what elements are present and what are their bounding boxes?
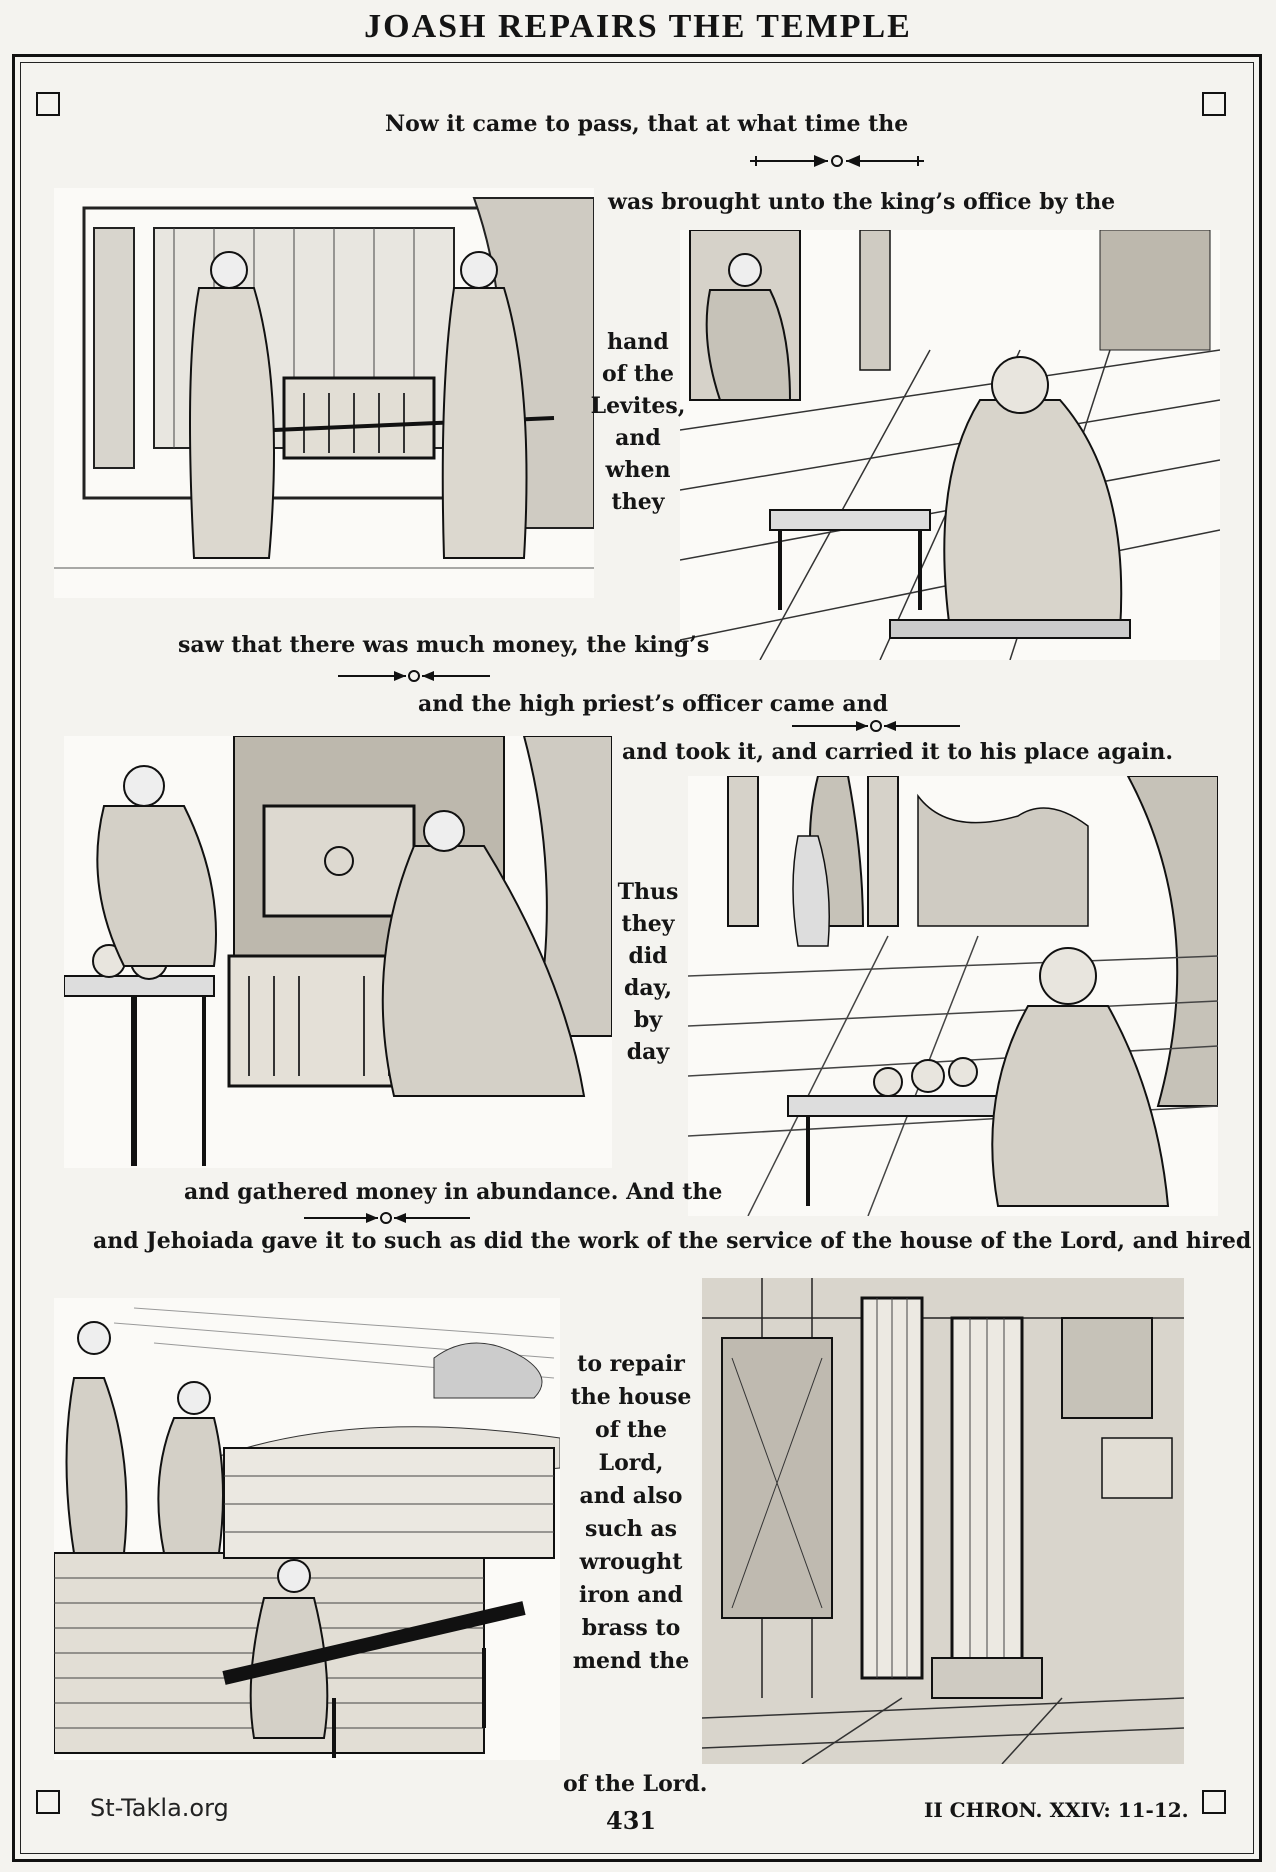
text-column-2-line: they [621,911,675,937]
text-line-6: and gathered money in abundance. And the [184,1179,723,1205]
text-column-3-line: such as [584,1516,678,1542]
watermark-text: St-Takla.org [90,1794,229,1822]
text-line-7: and Jehoiada gave it to such as did the work of the service of the house of the Lord, and hired [93,1228,1252,1254]
text-column-3-line: mend the [572,1648,690,1674]
text-line-5: and took it, and carried it to his place again. [622,739,1174,765]
text-column-3-line: Lord, [598,1450,664,1476]
text-column-3-line: the house [570,1384,692,1410]
illustration-temple-interior [702,1278,1184,1764]
text-column-3-line: iron and [579,1582,683,1608]
rebus-symbol-scribe [336,666,492,686]
corner-ornament-bottom-right [1202,1790,1226,1814]
illustration-workmen-building [54,1298,560,1760]
text-column-1 [588,326,688,518]
text-column-1-line: Levites, [590,393,686,419]
illustration-levites-carrying-chest [54,188,594,598]
page-number: 431 [606,1806,657,1835]
illustration-king-with-money-bags [688,776,1218,1216]
text-column-2 [598,876,698,1068]
scripture-reference: II CHRON. XXIV: 11-12. [924,1798,1189,1822]
text-line-1: Now it came to pass, that at what time the [385,111,909,137]
page-title: JOASH REPAIRS THE TEMPLE [364,8,912,45]
illustration-counting-money [64,736,612,1168]
text-column-2-line: day, [624,975,672,1001]
text-column-3-line: and also [579,1483,683,1509]
text-column-3-line: to repair [577,1351,685,1377]
text-line-4: and the high priest’s officer came and [418,691,889,717]
corner-ornament-bottom-left [36,1790,60,1814]
text-line-3: saw that there was much money, the king’s [178,632,710,658]
text-column-1-line: and [615,425,661,451]
text-column-3-line: of the [595,1417,667,1443]
text-column-1-line: they [611,489,665,515]
illustration-scribe-at-desk [680,230,1220,660]
text-column-3-line: wrought [579,1549,683,1575]
text-column-1-line: when [605,457,671,483]
corner-ornament-top-left [36,92,60,116]
text-line-8: of the Lord. [563,1771,708,1797]
text-line-2: was brought unto the king’s office by the [608,189,1116,215]
text-column-3 [566,1348,696,1678]
text-column-2-line: Thus [617,879,679,905]
text-column-2-line: did [628,943,668,969]
text-column-2-line: day [626,1039,670,1065]
rebus-symbol-chest [748,150,926,172]
text-column-1-line: of the [602,361,674,387]
text-column-2-line: by [633,1007,663,1033]
text-column-3-line: brass to [581,1615,681,1641]
rebus-symbol-chest-2 [790,716,962,736]
corner-ornament-top-right [1202,92,1226,116]
text-column-1-line: hand [607,329,669,355]
